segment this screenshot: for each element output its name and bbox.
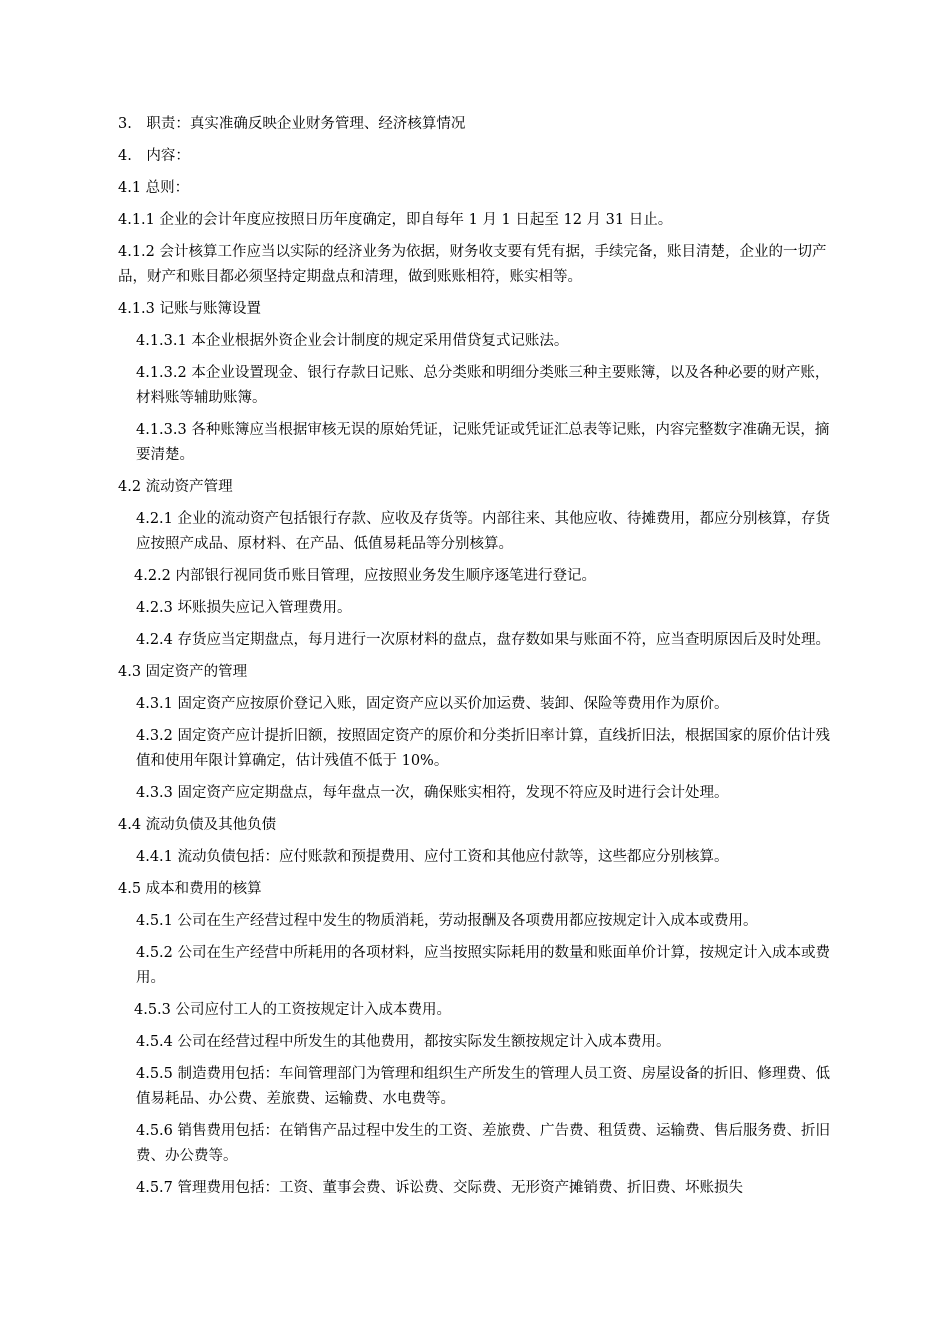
paragraph-4-5-4: 4.5.4 公司在经营过程中所发生的其他费用，都按实际发生额按规定计入成本费用。 <box>136 1034 671 1050</box>
paragraph-4-5-1: 4.5.1 公司在生产经营过程中发生的物质消耗，劳动报酬及各项费用都应按规定计入成本或费用。 <box>136 913 758 929</box>
paragraph-4-2-1: 4.2.1 企业的流动资产包括银行存款、应收及存货等。内部往来、其他应收、待摊费用，都应分别核算，存货应按照产成品、原材料、在产品、低值易耗品等分别核算。 <box>136 511 830 552</box>
paragraph-4-2-3: 4.2.3 坏账损失应记入管理费用。 <box>136 600 352 616</box>
paragraph-4-1-2: 4.1.2 会计核算工作应当以实际的经济业务为依据，财务收支要有凭有据，手续完备，账目清楚，企业的一切产品，财产和账目都必须坚持定期盘点和清理，做到账账相符，账实相等。 <box>118 244 827 285</box>
paragraph-4-3-1: 4.3.1 固定资产应按原价登记入账，固定资产应以买价加运费、装卸、保险等费用作为原价。 <box>136 696 729 712</box>
section-heading-4-1-3: 4.1.3 记账与账簿设置 <box>118 301 262 317</box>
paragraph-4-1-3-2: 4.1.3.2 本企业设置现金、银行存款日记账、总分类账和明细分类账三种主要账簿，以及各种必要的财产账，材料账等辅助账簿。 <box>136 365 830 406</box>
paragraph-4-2-2: 4.2.2 内部银行视同货币账目管理，应按照业务发生顺序逐笔进行登记。 <box>134 568 597 584</box>
paragraph-4-5-6: 4.5.6 销售费用包括：在销售产品过程中发生的工资、差旅费、广告费、租赁费、运输费、售后服务费、折旧费、办公费等。 <box>136 1123 830 1164</box>
paragraph-4-5-2: 4.5.2 公司在生产经营中所耗用的各项材料，应当按照实际耗用的数量和账面单价计算，按规定计入成本或费用。 <box>136 945 830 986</box>
section-heading-4-3: 4.3 固定资产的管理 <box>118 664 248 680</box>
paragraph-4-2-4: 4.2.4 存货应当定期盘点，每月进行一次原材料的盘点，盘存数如果与账面不符，应当查明原因后及时处理。 <box>136 632 830 648</box>
paragraph-4-1-3-3: 4.1.3.3 各种账簿应当根据审核无误的原始凭证，记账凭证或凭证汇总表等记账，内容完整数字准确无误，摘要清楚。 <box>136 422 830 463</box>
section-heading-4-1: 4.1 总则： <box>118 180 190 196</box>
paragraph-4-5-3: 4.5.3 公司应付工人的工资按规定计入成本费用。 <box>134 1002 452 1018</box>
document-body <box>118 112 840 1208</box>
paragraph-4-3-3: 4.3.3 固定资产应定期盘点，每年盘点一次，确保账实相符，发现不符应及时进行会计处理。 <box>136 785 729 801</box>
paragraph-4-3-2: 4.3.2 固定资产应计提折旧额，按照固定资产的原价和分类折旧率计算，直线折旧法，根据国家的原价估计残值和使用年限计算确定，估计残值不低于 10%。 <box>136 728 830 769</box>
paragraph-responsibility: 3. 职责：真实准确反映企业财务管理、经济核算情况 <box>118 116 466 132</box>
paragraph-4-5-5: 4.5.5 制造费用包括：车间管理部门为管理和组织生产所发生的管理人员工资、房屋设备的折旧、修理费、低值易耗品、办公费、差旅费、运输费、水电费等。 <box>136 1066 830 1107</box>
paragraph-4-1-1: 4.1.1 企业的会计年度应按照日历年度确定，即自每年 1 月 1 日起至 12 月 31 日止。 <box>118 212 673 228</box>
paragraph-content-heading: 4. 内容： <box>118 148 190 164</box>
paragraph-4-5-7: 4.5.7 管理费用包括：工资、董事会费、诉讼费、交际费、无形资产摊销费、折旧费、坏账损失 <box>136 1180 743 1196</box>
section-heading-4-5: 4.5 成本和费用的核算 <box>118 881 262 897</box>
section-heading-4-4: 4.4 流动负债及其他负债 <box>118 817 277 833</box>
paragraph-4-1-3-1: 4.1.3.1 本企业根据外资企业会计制度的规定采用借贷复式记账法。 <box>136 333 569 349</box>
section-heading-4-2: 4.2 流动资产管理 <box>118 479 233 495</box>
paragraph-4-4-1: 4.4.1 流动负债包括：应付账款和预提费用、应付工资和其他应付款等，这些都应分别核算。 <box>136 849 729 865</box>
